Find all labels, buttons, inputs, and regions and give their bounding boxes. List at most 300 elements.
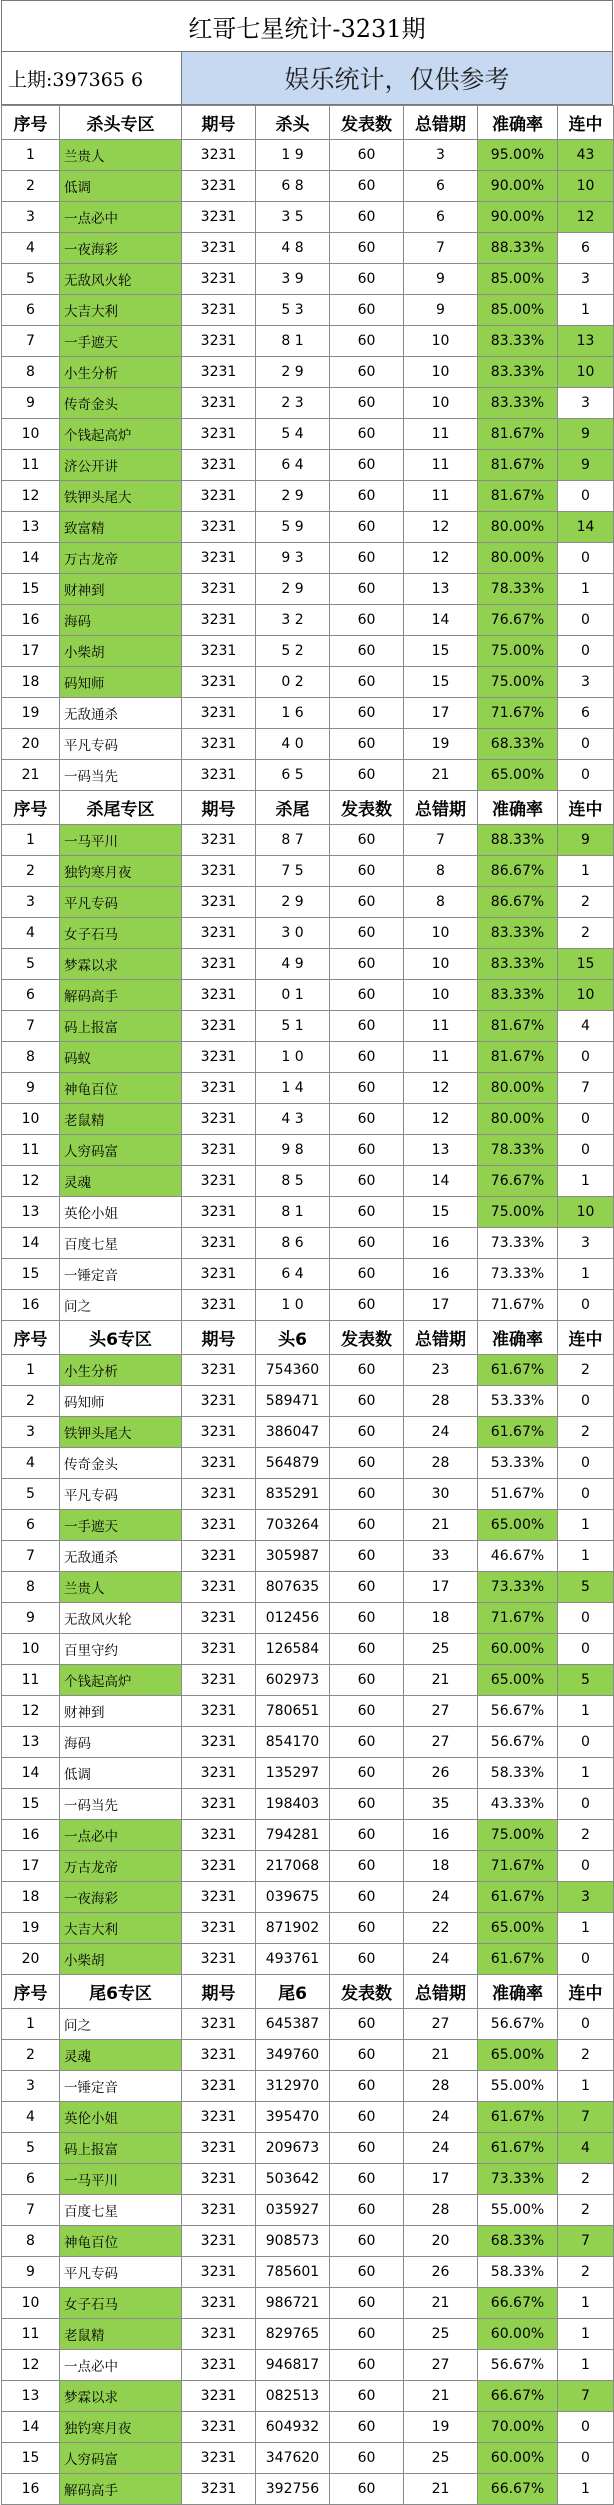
accuracy-cell: 56.67%	[478, 2009, 558, 2040]
table-row	[2, 2164, 614, 2195]
streak-cell: 0	[558, 2009, 614, 2040]
published-count-cell: 60	[330, 171, 404, 202]
expert-name-cell: 一夜海彩	[60, 233, 182, 264]
prediction-cell: 589471	[256, 1386, 330, 1417]
published-count-cell: 60	[330, 1259, 404, 1290]
section-header-row	[2, 106, 614, 140]
prediction-cell: 4 8	[256, 233, 330, 264]
error-count-cell: 11	[404, 481, 478, 512]
streak-cell: 0	[558, 2443, 614, 2474]
table-row	[2, 1913, 614, 1944]
table-row	[2, 2381, 614, 2412]
accuracy-cell: 66.67%	[478, 2474, 558, 2505]
seq-cell: 12	[2, 1166, 60, 1197]
seq-cell: 10	[2, 1104, 60, 1135]
table-row	[2, 295, 614, 326]
prediction-cell: 0 1	[256, 980, 330, 1011]
seq-cell: 15	[2, 574, 60, 605]
seq-cell: 14	[2, 1758, 60, 1789]
seq-cell: 8	[2, 357, 60, 388]
expert-name-cell: 个钱起高炉	[60, 1665, 182, 1696]
accuracy-cell: 86.67%	[478, 887, 558, 918]
published-count-cell: 60	[330, 2226, 404, 2257]
accuracy-cell: 43.33%	[478, 1789, 558, 1820]
error-count-cell: 9	[404, 295, 478, 326]
info-row	[1, 52, 613, 105]
expert-name-cell: 人穷码富	[60, 1135, 182, 1166]
streak-cell: 0	[558, 1135, 614, 1166]
expert-name-cell: 一点必中	[60, 202, 182, 233]
period-cell: 3231	[182, 295, 256, 326]
period-cell: 3231	[182, 1259, 256, 1290]
prediction-cell: 3 2	[256, 605, 330, 636]
prediction-cell: 785601	[256, 2257, 330, 2288]
published-count-cell: 60	[330, 1448, 404, 1479]
seq-cell: 12	[2, 2350, 60, 2381]
period-cell: 3231	[182, 1510, 256, 1541]
period-cell: 3231	[182, 1166, 256, 1197]
accuracy-cell: 75.00%	[478, 667, 558, 698]
error-count-cell: 21	[404, 1510, 478, 1541]
expert-name-cell: 无敌通杀	[60, 1541, 182, 1572]
accuracy-cell: 46.67%	[478, 1541, 558, 1572]
published-count-cell: 60	[330, 918, 404, 949]
column-header: 发表数	[330, 1321, 404, 1355]
accuracy-cell: 61.67%	[478, 2102, 558, 2133]
prediction-cell: 854170	[256, 1727, 330, 1758]
table-row	[2, 698, 614, 729]
accuracy-cell: 76.67%	[478, 605, 558, 636]
period-cell: 3231	[182, 1882, 256, 1913]
seq-cell: 2	[2, 856, 60, 887]
seq-cell: 5	[2, 264, 60, 295]
accuracy-cell: 60.00%	[478, 2319, 558, 2350]
error-count-cell: 6	[404, 171, 478, 202]
prediction-cell: 0 2	[256, 667, 330, 698]
column-header: 序号	[2, 1975, 60, 2009]
error-count-cell: 21	[404, 2381, 478, 2412]
expert-name-cell: 解码高手	[60, 980, 182, 1011]
published-count-cell: 60	[330, 1479, 404, 1510]
accuracy-cell: 65.00%	[478, 1510, 558, 1541]
published-count-cell: 60	[330, 1820, 404, 1851]
prediction-cell: 039675	[256, 1882, 330, 1913]
expert-name-cell: 一点必中	[60, 1820, 182, 1851]
prediction-cell: 9 8	[256, 1135, 330, 1166]
seq-cell: 2	[2, 171, 60, 202]
period-cell: 3231	[182, 760, 256, 791]
published-count-cell: 60	[330, 2102, 404, 2133]
table-row	[2, 1135, 614, 1166]
published-count-cell: 60	[330, 2319, 404, 2350]
streak-cell: 0	[558, 605, 614, 636]
accuracy-cell: 76.67%	[478, 1166, 558, 1197]
expert-name-cell: 平凡专码	[60, 887, 182, 918]
period-cell: 3231	[182, 1073, 256, 1104]
published-count-cell: 60	[330, 1166, 404, 1197]
published-count-cell: 60	[330, 887, 404, 918]
expert-name-cell: 灵魂	[60, 1166, 182, 1197]
prediction-cell: 9 3	[256, 543, 330, 574]
period-cell: 3231	[182, 949, 256, 980]
column-header: 连中	[558, 1321, 614, 1355]
period-cell: 3231	[182, 2040, 256, 2071]
error-count-cell: 28	[404, 1386, 478, 1417]
seq-cell: 6	[2, 1510, 60, 1541]
error-count-cell: 27	[404, 1696, 478, 1727]
error-count-cell: 9	[404, 264, 478, 295]
expert-name-cell: 一手遮天	[60, 326, 182, 357]
seq-cell: 14	[2, 1228, 60, 1259]
error-count-cell: 11	[404, 1011, 478, 1042]
period-cell: 3231	[182, 636, 256, 667]
prediction-cell: 564879	[256, 1448, 330, 1479]
streak-cell: 15	[558, 949, 614, 980]
published-count-cell: 60	[330, 2257, 404, 2288]
published-count-cell: 60	[330, 388, 404, 419]
expert-name-cell: 平凡专码	[60, 2257, 182, 2288]
streak-cell: 1	[558, 574, 614, 605]
expert-name-cell: 个钱起高炉	[60, 419, 182, 450]
table-row	[2, 856, 614, 887]
prediction-cell: 5 1	[256, 1011, 330, 1042]
accuracy-cell: 60.00%	[478, 1634, 558, 1665]
seq-cell: 13	[2, 2381, 60, 2412]
table-row	[2, 1541, 614, 1572]
table-row	[2, 1479, 614, 1510]
streak-cell: 0	[558, 1104, 614, 1135]
expert-name-cell: 传奇金头	[60, 388, 182, 419]
error-count-cell: 24	[404, 2102, 478, 2133]
published-count-cell: 60	[330, 1665, 404, 1696]
column-header: 总错期	[404, 1975, 478, 2009]
seq-cell: 14	[2, 2412, 60, 2443]
published-count-cell: 60	[330, 2443, 404, 2474]
error-count-cell: 25	[404, 2319, 478, 2350]
streak-cell: 3	[558, 264, 614, 295]
prediction-cell: 8 1	[256, 326, 330, 357]
column-header: 序号	[2, 791, 60, 825]
published-count-cell: 60	[330, 1135, 404, 1166]
table-row	[2, 2071, 614, 2102]
streak-cell: 0	[558, 1603, 614, 1634]
prediction-cell: 645387	[256, 2009, 330, 2040]
prediction-cell: 392756	[256, 2474, 330, 2505]
prediction-cell: 8 7	[256, 825, 330, 856]
column-header: 杀头专区	[60, 106, 182, 140]
table-row	[2, 1417, 614, 1448]
published-count-cell: 60	[330, 2350, 404, 2381]
column-header: 尾6专区	[60, 1975, 182, 2009]
error-count-cell: 21	[404, 760, 478, 791]
period-cell: 3231	[182, 1944, 256, 1975]
seq-cell: 4	[2, 2102, 60, 2133]
accuracy-cell: 78.33%	[478, 574, 558, 605]
period-cell: 3231	[182, 357, 256, 388]
published-count-cell: 60	[330, 760, 404, 791]
streak-cell: 5	[558, 1665, 614, 1696]
prediction-cell: 8 5	[256, 1166, 330, 1197]
table-row	[2, 512, 614, 543]
seq-cell: 7	[2, 2195, 60, 2226]
seq-cell: 12	[2, 481, 60, 512]
prediction-cell: 604932	[256, 2412, 330, 2443]
error-count-cell: 24	[404, 1882, 478, 1913]
accuracy-cell: 65.00%	[478, 1913, 558, 1944]
accuracy-cell: 68.33%	[478, 729, 558, 760]
accuracy-cell: 58.33%	[478, 1758, 558, 1789]
expert-name-cell: 梦霖以求	[60, 2381, 182, 2412]
table-row	[2, 1820, 614, 1851]
seq-cell: 15	[2, 1789, 60, 1820]
accuracy-cell: 65.00%	[478, 2040, 558, 2071]
period-cell: 3231	[182, 1104, 256, 1135]
column-header: 杀尾专区	[60, 791, 182, 825]
streak-cell: 7	[558, 2102, 614, 2133]
table-row	[2, 887, 614, 918]
published-count-cell: 60	[330, 1104, 404, 1135]
column-header: 连中	[558, 106, 614, 140]
disclaimer-banner: 娱乐统计，仅供参考	[182, 52, 612, 104]
section-header-row	[2, 1975, 614, 2009]
column-header: 准确率	[478, 1321, 558, 1355]
error-count-cell: 17	[404, 1290, 478, 1321]
prediction-cell: 703264	[256, 1510, 330, 1541]
expert-name-cell: 小柴胡	[60, 636, 182, 667]
table-row	[2, 1882, 614, 1913]
column-header: 总错期	[404, 106, 478, 140]
accuracy-cell: 53.33%	[478, 1386, 558, 1417]
prediction-cell: 3 9	[256, 264, 330, 295]
last-draw-result: 上期:397365 6	[2, 52, 182, 104]
period-cell: 3231	[182, 856, 256, 887]
seq-cell: 13	[2, 1197, 60, 1228]
prediction-cell: 807635	[256, 1572, 330, 1603]
accuracy-cell: 55.00%	[478, 2071, 558, 2102]
accuracy-cell: 95.00%	[478, 140, 558, 171]
error-count-cell: 11	[404, 419, 478, 450]
prediction-cell: 209673	[256, 2133, 330, 2164]
accuracy-cell: 61.67%	[478, 1355, 558, 1386]
prediction-cell: 780651	[256, 1696, 330, 1727]
seq-cell: 12	[2, 1696, 60, 1727]
prediction-cell: 2 9	[256, 574, 330, 605]
accuracy-cell: 56.67%	[478, 1696, 558, 1727]
error-count-cell: 33	[404, 1541, 478, 1572]
seq-cell: 1	[2, 825, 60, 856]
table-row	[2, 605, 614, 636]
prediction-cell: 5 2	[256, 636, 330, 667]
error-count-cell: 21	[404, 2040, 478, 2071]
streak-cell: 2	[558, 887, 614, 918]
error-count-cell: 10	[404, 357, 478, 388]
period-cell: 3231	[182, 1228, 256, 1259]
period-cell: 3231	[182, 140, 256, 171]
error-count-cell: 28	[404, 2195, 478, 2226]
error-count-cell: 12	[404, 543, 478, 574]
seq-cell: 20	[2, 1944, 60, 1975]
error-count-cell: 19	[404, 729, 478, 760]
prediction-cell: 4 0	[256, 729, 330, 760]
accuracy-cell: 61.67%	[478, 2133, 558, 2164]
table-row	[2, 2412, 614, 2443]
seq-cell: 13	[2, 1727, 60, 1758]
prediction-cell: 6 4	[256, 1259, 330, 1290]
expert-name-cell: 小生分析	[60, 357, 182, 388]
seq-cell: 5	[2, 1479, 60, 1510]
prediction-cell: 1 0	[256, 1042, 330, 1073]
error-count-cell: 11	[404, 1042, 478, 1073]
period-cell: 3231	[182, 729, 256, 760]
streak-cell: 9	[558, 450, 614, 481]
table-row	[2, 1510, 614, 1541]
expert-name-cell: 无敌通杀	[60, 698, 182, 729]
streak-cell: 0	[558, 1851, 614, 1882]
period-cell: 3231	[182, 825, 256, 856]
published-count-cell: 60	[330, 1789, 404, 1820]
table-row	[2, 419, 614, 450]
expert-name-cell: 小柴胡	[60, 1944, 182, 1975]
expert-name-cell: 兰贵人	[60, 1572, 182, 1603]
expert-name-cell: 小生分析	[60, 1355, 182, 1386]
seq-cell: 9	[2, 2257, 60, 2288]
seq-cell: 5	[2, 949, 60, 980]
accuracy-cell: 83.33%	[478, 949, 558, 980]
seq-cell: 3	[2, 2071, 60, 2102]
period-cell: 3231	[182, 264, 256, 295]
prediction-cell: 305987	[256, 1541, 330, 1572]
prediction-cell: 1 0	[256, 1290, 330, 1321]
table-row	[2, 2443, 614, 2474]
error-count-cell: 8	[404, 887, 478, 918]
error-count-cell: 12	[404, 1104, 478, 1135]
accuracy-cell: 75.00%	[478, 636, 558, 667]
seq-cell: 8	[2, 1042, 60, 1073]
error-count-cell: 25	[404, 1634, 478, 1665]
streak-cell: 0	[558, 636, 614, 667]
streak-cell: 2	[558, 1417, 614, 1448]
seq-cell: 7	[2, 326, 60, 357]
column-header: 期号	[182, 1975, 256, 2009]
prediction-cell: 198403	[256, 1789, 330, 1820]
expert-name-cell: 一手遮天	[60, 1510, 182, 1541]
period-cell: 3231	[182, 326, 256, 357]
seq-cell: 19	[2, 1913, 60, 1944]
accuracy-cell: 53.33%	[478, 1448, 558, 1479]
table-row	[2, 1603, 614, 1634]
seq-cell: 11	[2, 450, 60, 481]
error-count-cell: 15	[404, 667, 478, 698]
published-count-cell: 60	[330, 512, 404, 543]
published-count-cell: 60	[330, 202, 404, 233]
published-count-cell: 60	[330, 1228, 404, 1259]
streak-cell: 1	[558, 856, 614, 887]
period-cell: 3231	[182, 1820, 256, 1851]
accuracy-cell: 66.67%	[478, 2288, 558, 2319]
period-cell: 3231	[182, 202, 256, 233]
accuracy-cell: 61.67%	[478, 1882, 558, 1913]
error-count-cell: 16	[404, 1259, 478, 1290]
seq-cell: 2	[2, 2040, 60, 2071]
accuracy-cell: 78.33%	[478, 1135, 558, 1166]
expert-name-cell: 兰贵人	[60, 140, 182, 171]
column-header: 期号	[182, 791, 256, 825]
period-cell: 3231	[182, 2412, 256, 2443]
accuracy-cell: 58.33%	[478, 2257, 558, 2288]
streak-cell: 1	[558, 295, 614, 326]
accuracy-cell: 88.33%	[478, 825, 558, 856]
period-cell: 3231	[182, 2164, 256, 2195]
period-cell: 3231	[182, 918, 256, 949]
table-row	[2, 2102, 614, 2133]
section-header-row	[2, 1321, 614, 1355]
prediction-cell: 386047	[256, 1417, 330, 1448]
published-count-cell: 60	[330, 729, 404, 760]
accuracy-cell: 75.00%	[478, 1820, 558, 1851]
period-cell: 3231	[182, 1386, 256, 1417]
error-count-cell: 14	[404, 1166, 478, 1197]
streak-cell: 1	[558, 2350, 614, 2381]
seq-cell: 9	[2, 388, 60, 419]
streak-cell: 10	[558, 1197, 614, 1228]
streak-cell: 9	[558, 419, 614, 450]
error-count-cell: 10	[404, 980, 478, 1011]
expert-name-cell: 百度七星	[60, 1228, 182, 1259]
seq-cell: 6	[2, 295, 60, 326]
expert-name-cell: 无敌风火轮	[60, 264, 182, 295]
expert-name-cell: 码知师	[60, 1386, 182, 1417]
streak-cell: 0	[558, 729, 614, 760]
column-header: 总错期	[404, 791, 478, 825]
error-count-cell: 23	[404, 1355, 478, 1386]
published-count-cell: 60	[330, 2474, 404, 2505]
streak-cell: 1	[558, 2474, 614, 2505]
expert-name-cell: 问之	[60, 2009, 182, 2040]
table-row	[2, 2195, 614, 2226]
prediction-cell: 035927	[256, 2195, 330, 2226]
accuracy-cell: 73.33%	[478, 1259, 558, 1290]
streak-cell: 4	[558, 2133, 614, 2164]
column-header: 期号	[182, 106, 256, 140]
prediction-cell: 8 1	[256, 1197, 330, 1228]
table-row	[2, 2040, 614, 2071]
published-count-cell: 60	[330, 980, 404, 1011]
streak-cell: 3	[558, 1228, 614, 1259]
expert-name-cell: 解码高手	[60, 2474, 182, 2505]
streak-cell: 2	[558, 918, 614, 949]
table-row	[2, 171, 614, 202]
error-count-cell: 18	[404, 1603, 478, 1634]
accuracy-cell: 71.67%	[478, 1603, 558, 1634]
page-title: 红哥七星统计-3231期	[1, 0, 613, 52]
expert-name-cell: 一锤定音	[60, 2071, 182, 2102]
prediction-cell: 3 0	[256, 918, 330, 949]
published-count-cell: 60	[330, 419, 404, 450]
expert-name-cell: 老鼠精	[60, 1104, 182, 1135]
prediction-cell: 8 6	[256, 1228, 330, 1259]
table-row	[2, 1758, 614, 1789]
column-header: 总错期	[404, 1321, 478, 1355]
error-count-cell: 24	[404, 1944, 478, 1975]
accuracy-cell: 83.33%	[478, 918, 558, 949]
period-cell: 3231	[182, 1042, 256, 1073]
table-row	[2, 2288, 614, 2319]
period-cell: 3231	[182, 605, 256, 636]
column-header: 杀尾	[256, 791, 330, 825]
streak-cell: 2	[558, 2164, 614, 2195]
expert-name-cell: 铁钾头尾大	[60, 481, 182, 512]
table-row	[2, 2226, 614, 2257]
